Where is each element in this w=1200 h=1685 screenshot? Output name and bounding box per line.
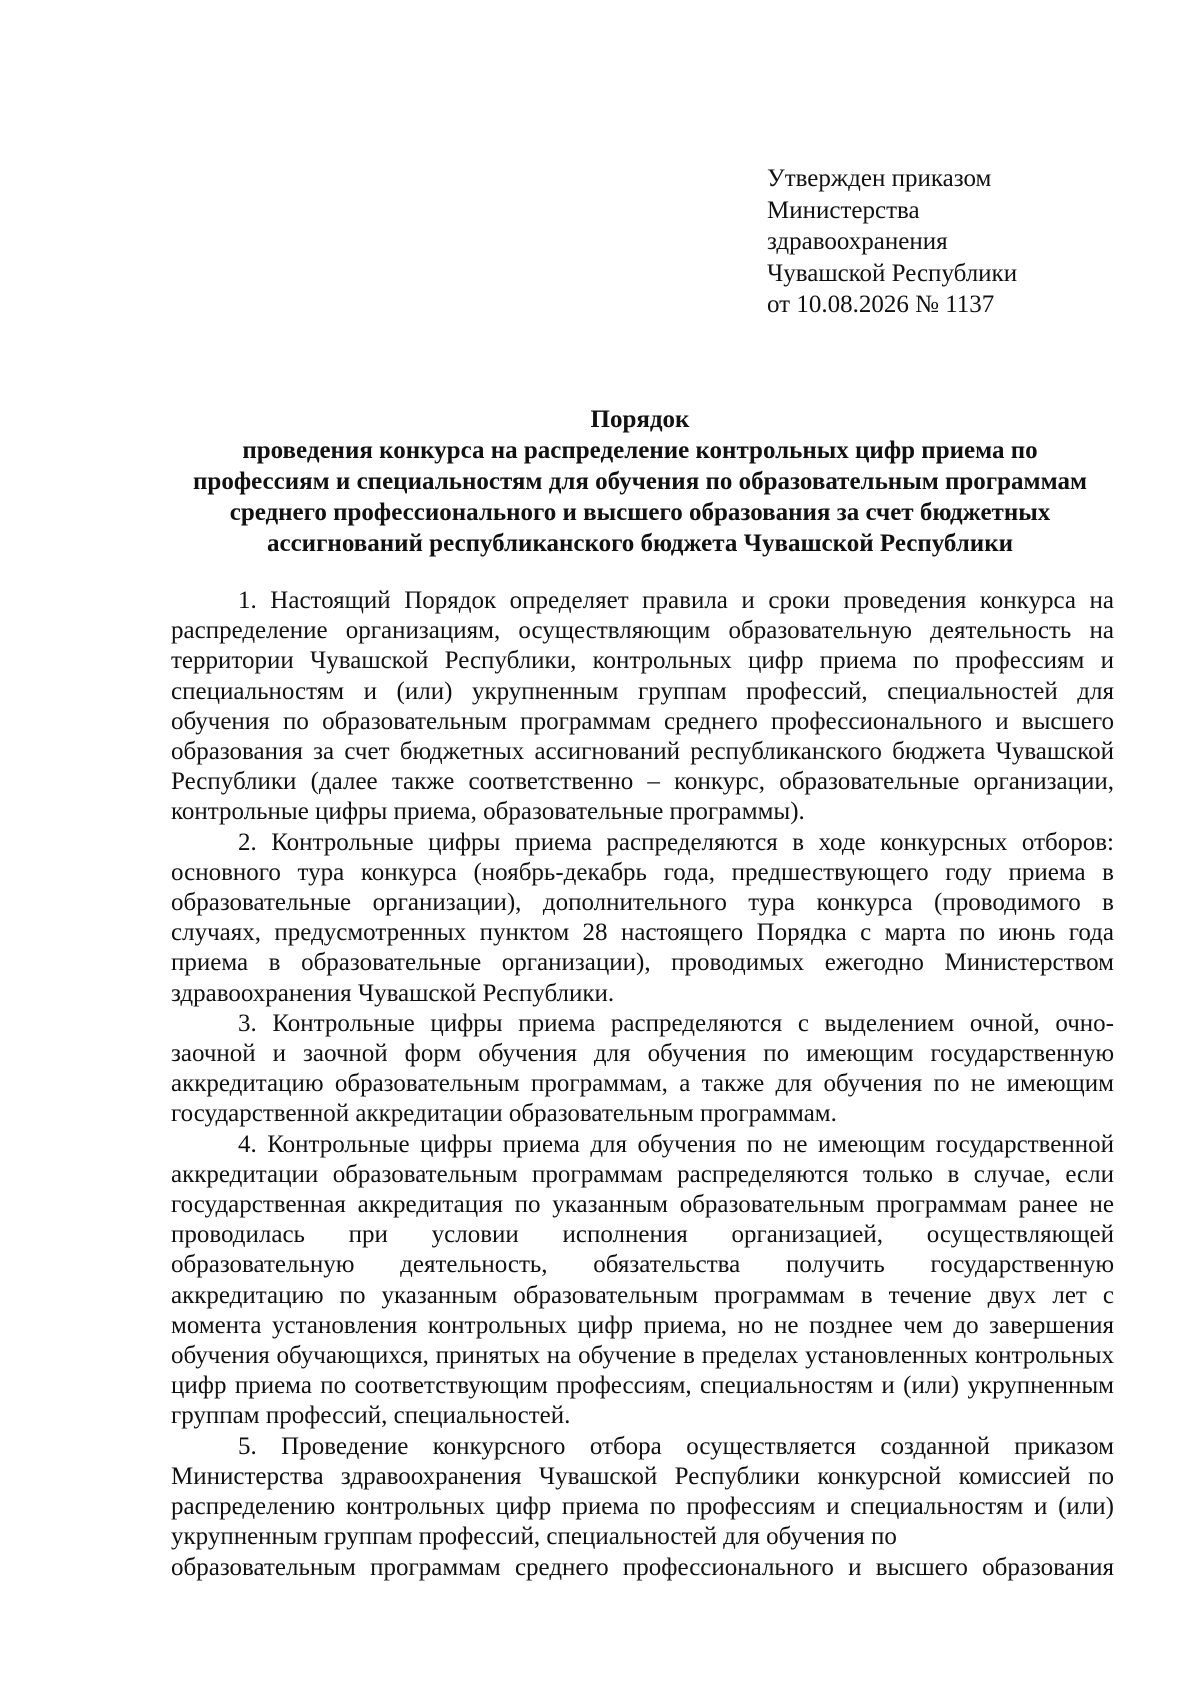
paragraph-3: 3. Контрольные цифры приема распределяются с выделением очной, очно-заочной и заочной форм обучения для обучения по имеющим государственную аккредитацию образовательным программам, а также для обучения по не имеющим государственной аккредитации образовательным программам. <box>171 1009 1114 1128</box>
paragraph-2: 2. Контрольные цифры приема распределяются в ходе конкурсных отборов: основного тура конкурса (ноябрь-декабрь года, предшествующего году приема в образовательные организации), дополнительного тура конкурса (проводимого в случаях, предусмотренных пунктом 28 настоящего Порядка с марта по июнь года приема в образовательные организации), проводимых ежегодно Министерством здравоохранения Чувашской Республики. <box>171 828 1114 1007</box>
title-heading: Порядок <box>590 406 690 433</box>
approval-stamp-block <box>767 163 1017 321</box>
title-line: профессиям и специальностям для обучения по образовательным программам <box>193 468 1087 495</box>
paragraph-5-last-line: образовательным программам среднего профессионального и высшего образования <box>171 1553 1114 1581</box>
document-title <box>160 404 1120 559</box>
title-line: проведения конкурса на распределение контрольных цифр приема по <box>242 437 1038 464</box>
approval-line: Утвержден приказом <box>767 165 992 192</box>
approval-line: Чувашской Республики <box>767 259 1018 287</box>
approval-line: здравоохранения <box>767 228 948 255</box>
title-line: ассигнований республиканского бюджета Чувашской Республики <box>266 530 1014 557</box>
paragraph-4: 4. Контрольные цифры приема для обучения по не имеющим государственной аккредитации образовательным программам распределяются только в случае, если государственная аккредитация по указанным образовательным программам ранее не проводилась при условии исполнения организацией, осуществляющей образовательную деятельность, обязательства получить государственную аккредитацию по указанным образовательным программам в течение двух лет с момента установления контрольных цифр приема, но не позднее чем до завершения обучения обучающихся, принятых на обучение в пределах установленных контрольных цифр приема по соответствующим профессиям, специальностям и (или) укрупненным группам профессий, специальностей. <box>171 1130 1114 1430</box>
paragraph-5: 5. Проведение конкурсного отбора осуществляется созданной приказом Министерства здравоохранения Чувашской Республики конкурсной комиссией по распределению контрольных цифр приема по профессиям и специальностям и (или) укрупненным группам профессий, специальностей для обучения по <box>171 1432 1114 1551</box>
approval-line: от 10.08.2026 № 1137 <box>767 291 995 318</box>
title-line: среднего профессионального и высшего образования за счет бюджетных <box>229 499 1051 526</box>
approval-line: Министерства <box>767 196 920 224</box>
paragraph-1: 1. Настоящий Порядок определяет правила и сроки проведения конкурса на распределение организациям, осуществляющим образовательную деятельность на территории Чувашской Республики, контрольных цифр приема по профессиям и специальностям и (или) укрупненным группам профессий, специальностей для обучения по образовательным программам среднего профессионального и высшего образования за счет бюджетных ассигнований республиканского бюджета Чувашской Республики (далее также соответственно – конкурс, образовательные организации, контрольные цифры приема, образовательные программы). <box>171 587 1114 826</box>
document-body <box>171 586 1114 1583</box>
